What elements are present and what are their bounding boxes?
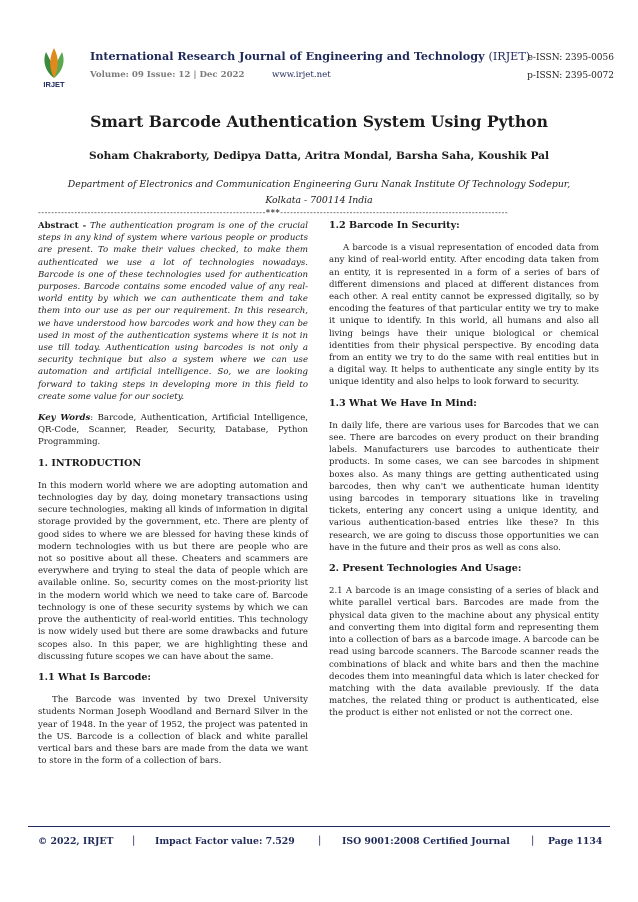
footer-separator: |: [318, 835, 322, 846]
journal-url[interactable]: www.irjet.net: [272, 70, 331, 80]
affiliation-line-1: Department of Electronics and Communication Engineering Guru Nanak Institute Of Technology Sodepur,: [67, 179, 571, 190]
journal-name: International Research Journal of Engineering and Technology: [90, 49, 485, 63]
divider-stars: ***: [265, 207, 281, 217]
section-1-1-heading: 1.1 What Is Barcode:: [38, 671, 151, 683]
section-1-2-paragraph: A barcode is a visual representation of encoded data from any kind of real-world entity. After encoding data taken from an entity, it is represented in a form of a series of bars of different dimensions and placed at different distances from each other. A real entity cannot be expressed digitally, so by encoding the features of that particular entity we try to make it unique to identify. In this world, all humans and also all living beings have their unique biological or chemical identities from their physical perspective. By encoding data from an entity we try to do the same with real entities but in a digital way. It helps to authenticate any single entity by its unique identity and also helps to look forward to security.: [329, 243, 599, 388]
paper-title: Smart Barcode Authentication System Using Python: [90, 112, 548, 131]
volume-issue: Volume: 09 Issue: 12 | Dec 2022: [90, 70, 245, 80]
intro-heading: 1. INTRODUCTION: [38, 457, 142, 469]
leaf-logo-icon: [36, 46, 72, 88]
section-1-1-paragraph: The Barcode was invented by two Drexel University students Norman Joseph Woodland and Bernard Silver in the year of 1948. In the year of 1952, the project was patented in the US. Barcode is a collection of black and white parallel vertical bars and these bars are made from the data we want to store in the form of a collection of bars.: [38, 695, 308, 767]
footer-separator: |: [132, 835, 136, 846]
section-divider: [38, 207, 600, 217]
affiliation-line-2: Kolkata - 700114 India: [265, 195, 373, 206]
section-1-3-paragraph: In daily life, there are various uses for Barcodes that we can see. There are barcodes on every product on their branding labels. Manufacturers use barcodes to authenticate their products. In some cases, we can see barcodes in shipment boxes also. As many things are getting authenticated using barcodes, then why can't we authenticate human identity using barcodes in temporary situations like in traveling tickets, entering any concert using a unique identity, and various authentication-based entries like these? In this research, we are going to discuss those opportunities we can have in the future and their pros as well as cons also.: [329, 420, 599, 553]
section-2-paragraph: 2.1 A barcode is an image consisting of a series of black and white parallel vertical bars. Barcodes are made from the physical data given to the machine about any physical entity and converting them into digital form and representing them into a collection of bars as a barcode image. A barcode can be read using barcode scanners. The Barcode scanner reads the combinations of black and white bars and then the machine decodes them into meaningful data which is later checked for matching with the data available previously. If the data matches, the related thing or product is authenticated, else the product is either not enlisted or not the correct one.: [329, 586, 599, 719]
eissn: e-ISSN: 2395-0056: [527, 53, 614, 63]
footer-iso: ISO 9001:2008 Certified Journal: [342, 836, 510, 847]
abstract: [38, 220, 308, 403]
keywords: [38, 412, 308, 449]
journal-abbr: (IRJET): [488, 50, 531, 63]
logo-text: IRJET: [43, 80, 65, 88]
keywords-text: : Barcode, Authentication, Artificial Intelligence, QR-Code, Scanner, Reader, Security, Database, Python Programming.: [38, 413, 309, 448]
footer-copyright: © 2022, IRJET: [38, 836, 114, 847]
pissn: p-ISSN: 2395-0072: [527, 71, 614, 81]
footer-rule: [28, 826, 610, 827]
divider-left: ---------------------------------------------------------------------: [38, 208, 266, 217]
right-column: [329, 220, 599, 729]
irjet-logo: [36, 46, 72, 88]
authors: Soham Chakraborty, Dedipya Datta, Aritra Mondal, Barsha Saha, Koushik Pal: [88, 150, 550, 162]
abstract-text: The authentication program is one of the crucial steps in any kind of system where various people or products are present. To make their values checked, to make them authenticated we use a lot of technologies nowadays. Barcode is one of these technologies used for authentication purposes. Barcode contains some encoded value of any real-world entity by which we can authenticate them and take them into our use as per our requirement. In this research, we have understood how barcodes work and how they can be used in most of the authentication systems where it is not in use till today. Authentication using barcodes is not only a security technique but also a system where we can use automation and artificial intelligence. So, we are looking forward to taking steps in developing more in this field to create some value for our society.: [38, 221, 308, 402]
journal-title: [90, 49, 530, 63]
affiliation: [40, 177, 598, 209]
abstract-label: Abstract -: [38, 221, 87, 231]
footer-separator: |: [531, 835, 535, 846]
left-column: [38, 220, 308, 776]
divider-right: ---------------------------------------------------------------------: [280, 208, 509, 217]
intro-paragraph: In this modern world where we are adopting automation and technologies day by day, doing monetary transactions using secure technologies, making all kinds of information in digital storage provided by the government, etc. There are plenty of good sides to where we are blessed for having these kinds of modern technologies with us but there are people who are not so positive about all these. Cheaters and scammers are everywhere and trying to steal the data of people which are available online. So, security comes on the most-priority list in the modern world which we need to take care of. Barcode technology is one of these security systems by which we can prove the authenticity of real-world entities. This technology is now widely used but there are some drawbacks and future scopes also. In this paper, we are highlighting these and discussing future scopes we can have about the same.: [38, 480, 308, 662]
footer-page-number: Page 1134: [548, 836, 603, 847]
section-2-heading: 2. Present Technologies And Usage:: [329, 563, 522, 575]
footer-impact-factor: Impact Factor value: 7.529: [155, 836, 295, 847]
section-1-3-heading: 1.3 What We Have In Mind:: [329, 397, 477, 409]
keywords-label: Key Words: [38, 413, 91, 424]
section-1-2-heading: 1.2 Barcode In Security:: [329, 220, 460, 231]
